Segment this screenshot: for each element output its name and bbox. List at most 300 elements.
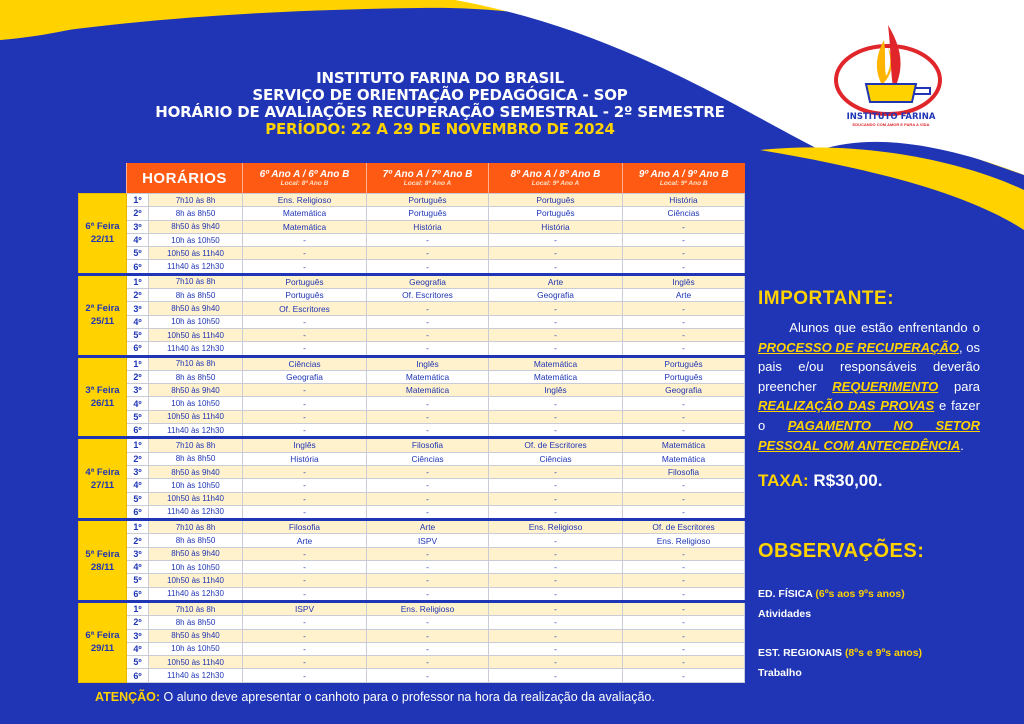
table-row — [79, 642, 745, 655]
period-number: 2º — [127, 207, 149, 220]
subject-cell: Português — [243, 274, 367, 288]
header-grade-6 — [243, 163, 367, 194]
period-number: 5º — [127, 328, 149, 341]
highlight-recuperacao: PROCESSO DE RECUPERAÇÃO — [758, 339, 959, 355]
day-date: 26/11 — [90, 397, 115, 409]
table-row — [79, 207, 745, 220]
header-blank — [79, 163, 127, 194]
table-row — [79, 424, 745, 438]
period-time: 8h50 às 9h40 — [149, 302, 243, 315]
subject-cell: - — [623, 492, 745, 505]
subject-cell: - — [367, 247, 489, 260]
important-text — [758, 318, 980, 455]
table-row — [79, 220, 745, 233]
period-time: 10h às 10h50 — [149, 561, 243, 574]
subject-cell: Matemática — [489, 370, 623, 383]
subject-cell: História — [489, 220, 623, 233]
subject-cell: - — [623, 233, 745, 246]
table-row — [79, 370, 745, 383]
subject-cell: Inglês — [243, 438, 367, 452]
subject-cell: Ciências — [489, 452, 623, 465]
subject-cell: - — [623, 669, 745, 682]
subject-cell: - — [623, 642, 745, 655]
subject-cell: - — [489, 616, 623, 629]
subject-cell: - — [489, 669, 623, 682]
table-row — [79, 328, 745, 341]
period-number: 4º — [127, 397, 149, 410]
subject-cell: - — [367, 616, 489, 629]
subject-cell: - — [623, 616, 745, 629]
subject-cell: - — [623, 328, 745, 341]
subject-cell: - — [623, 410, 745, 423]
day-label — [79, 356, 127, 438]
subject-cell: - — [243, 328, 367, 341]
period-number: 5º — [127, 492, 149, 505]
subject-cell: - — [489, 601, 623, 615]
title-block — [110, 70, 770, 138]
subject-cell: - — [243, 397, 367, 410]
table-row — [79, 574, 745, 587]
subject-cell: ISPV — [367, 534, 489, 547]
period-number: 4º — [127, 479, 149, 492]
period-number: 1º — [127, 356, 149, 370]
logo-tagline: EDUCANDO COM AMOR E PARA A VIDA — [852, 122, 930, 127]
obs-est-value: Trabalho — [758, 667, 802, 679]
subject-cell: Geografia — [243, 370, 367, 383]
period-time: 11h40 às 12h30 — [149, 587, 243, 601]
subject-cell: - — [489, 424, 623, 438]
subject-cell: Geografia — [367, 274, 489, 288]
day-name: 3ª Feira — [85, 384, 120, 396]
subject-cell: - — [623, 260, 745, 274]
subject-cell: - — [623, 342, 745, 356]
subject-cell: Inglês — [489, 384, 623, 397]
period-number: 1º — [127, 274, 149, 288]
period-number: 2º — [127, 289, 149, 302]
period-number: 2º — [127, 534, 149, 547]
subject-cell: Matemática — [623, 438, 745, 452]
table-header-row — [79, 163, 745, 194]
grade-local: Local: 9º Ano A — [531, 179, 580, 187]
subject-cell: - — [367, 233, 489, 246]
period-number: 3º — [127, 547, 149, 560]
period-time: 10h50 às 11h40 — [149, 656, 243, 669]
fee-label: TAXA: — [758, 471, 809, 490]
subject-cell: História — [243, 452, 367, 465]
day-date: 27/11 — [90, 479, 115, 491]
period-time: 11h40 às 12h30 — [149, 669, 243, 682]
day-name: 2ª Feira — [85, 303, 120, 315]
period-number: 4º — [127, 233, 149, 246]
subject-cell: - — [243, 315, 367, 328]
important-text-1: Alunos que estão enfrentando o — [789, 320, 980, 335]
period-time: 10h50 às 11h40 — [149, 247, 243, 260]
subject-cell: Português — [489, 194, 623, 207]
day-label — [79, 274, 127, 356]
important-text-4: e fazer o — [758, 398, 980, 433]
table-row — [79, 520, 745, 534]
subject-cell: Ens. Religioso — [243, 194, 367, 207]
subject-cell: Filosofia — [367, 438, 489, 452]
subject-cell: Matemática — [243, 207, 367, 220]
table-row — [79, 274, 745, 288]
subject-cell: Ciências — [623, 207, 745, 220]
subject-cell: - — [367, 587, 489, 601]
day-name: 5ª Feira — [85, 548, 120, 560]
subject-cell: - — [623, 629, 745, 642]
period-number: 6º — [127, 505, 149, 519]
subject-cell: - — [243, 505, 367, 519]
fee-value: R$30,00. — [813, 471, 883, 490]
subject-cell: - — [623, 302, 745, 315]
table-row — [79, 289, 745, 302]
table-row — [79, 438, 745, 452]
subject-cell: - — [489, 328, 623, 341]
subject-cell: - — [243, 492, 367, 505]
subject-cell: - — [367, 479, 489, 492]
period-time: 10h às 10h50 — [149, 233, 243, 246]
subject-cell: - — [623, 561, 745, 574]
period-time: 7h10 às 8h — [149, 601, 243, 615]
subject-cell: - — [489, 587, 623, 601]
period-number: 3º — [127, 384, 149, 397]
subject-cell: Português — [623, 356, 745, 370]
grade-label: 6º Ano A / 6º Ano B — [259, 168, 350, 180]
subject-cell: - — [489, 561, 623, 574]
subject-cell: História — [623, 194, 745, 207]
obs-est-regionais — [758, 647, 922, 659]
table-row — [79, 452, 745, 465]
subject-cell: Arte — [243, 534, 367, 547]
subject-cell: - — [243, 561, 367, 574]
subject-cell: - — [367, 342, 489, 356]
subject-cell: - — [367, 465, 489, 478]
table-row — [79, 247, 745, 260]
logo-name: INSTITUTO FARINA — [846, 112, 936, 122]
subject-cell: - — [623, 587, 745, 601]
grade-local: Local: 8º Ano B — [280, 179, 329, 187]
period-number: 2º — [127, 370, 149, 383]
subject-cell: Filosofia — [623, 465, 745, 478]
subject-cell: Inglês — [623, 274, 745, 288]
subject-cell: - — [367, 424, 489, 438]
table-row — [79, 616, 745, 629]
subject-cell: - — [243, 587, 367, 601]
header-grade-7 — [367, 163, 489, 194]
period-number: 1º — [127, 438, 149, 452]
fee — [758, 471, 882, 491]
period-time: 10h às 10h50 — [149, 642, 243, 655]
table-row — [79, 397, 745, 410]
obs-ed-fisica — [758, 588, 905, 600]
day-name: 6ª Feira — [85, 630, 120, 642]
period-time: 10h50 às 11h40 — [149, 492, 243, 505]
period-number: 5º — [127, 410, 149, 423]
table-row — [79, 465, 745, 478]
subject-cell: Matemática — [623, 452, 745, 465]
table-row — [79, 410, 745, 423]
subject-cell: Matemática — [489, 356, 623, 370]
schedule-body — [79, 194, 745, 683]
subject-cell: - — [367, 561, 489, 574]
obs-ed-detail: (6ºs aos 9ºs anos) — [815, 588, 905, 600]
subject-cell: - — [367, 669, 489, 682]
subject-cell: Matemática — [367, 370, 489, 383]
important-text-2: , os pais e/ou responsáveis deverão preencher — [758, 339, 980, 394]
subject-cell: - — [489, 302, 623, 315]
period-time: 11h40 às 12h30 — [149, 505, 243, 519]
subject-cell: - — [367, 656, 489, 669]
period-time: 7h10 às 8h — [149, 194, 243, 207]
header-grade-8 — [489, 163, 623, 194]
period-number: 4º — [127, 642, 149, 655]
subject-cell: Inglês — [367, 356, 489, 370]
subject-cell: - — [243, 616, 367, 629]
period-number: 4º — [127, 315, 149, 328]
obs-ed-value: Atividades — [758, 608, 812, 620]
subject-cell: Filosofia — [243, 520, 367, 534]
table-row — [79, 547, 745, 560]
table-row — [79, 356, 745, 370]
subject-cell: Português — [489, 207, 623, 220]
subject-cell: Of. de Escritores — [623, 520, 745, 534]
period-time: 8h50 às 9h40 — [149, 384, 243, 397]
subject-cell: - — [623, 220, 745, 233]
subject-cell: - — [243, 233, 367, 246]
grade-local: Local: 8º Ano A — [403, 179, 452, 187]
period-time: 10h às 10h50 — [149, 315, 243, 328]
subject-cell: - — [489, 656, 623, 669]
period-time: 10h às 10h50 — [149, 479, 243, 492]
period-time: 10h50 às 11h40 — [149, 574, 243, 587]
period-number: 5º — [127, 247, 149, 260]
subject-cell: - — [489, 492, 623, 505]
observations-title: OBSERVAÇÕES: — [758, 540, 925, 562]
header-grade-9 — [623, 163, 745, 194]
table-row — [79, 233, 745, 246]
day-name: 6ª Feira — [85, 221, 120, 233]
table-row — [79, 302, 745, 315]
important-text-3: para — [938, 378, 980, 394]
subject-cell: Ens. Religioso — [489, 520, 623, 534]
subject-cell: - — [489, 342, 623, 356]
highlight-provas: REALIZAÇÃO DAS PROVAS — [758, 398, 935, 414]
subject-cell: - — [243, 642, 367, 655]
title-service: SERVIÇO DE ORIENTAÇÃO PEDAGÓGICA - SOP — [252, 86, 628, 104]
subject-cell: Ciências — [367, 452, 489, 465]
table-row — [79, 342, 745, 356]
grade-label: 9º Ano A / 9º Ano B — [638, 168, 729, 180]
day-label — [79, 520, 127, 602]
subject-cell: - — [623, 479, 745, 492]
period-time: 11h40 às 12h30 — [149, 260, 243, 274]
period-number: 3º — [127, 629, 149, 642]
table-row — [79, 629, 745, 642]
period-time: 7h10 às 8h — [149, 438, 243, 452]
subject-cell: - — [489, 397, 623, 410]
subject-cell: - — [489, 574, 623, 587]
subject-cell: - — [623, 424, 745, 438]
subject-cell: Ens. Religioso — [367, 601, 489, 615]
subject-cell: - — [243, 410, 367, 423]
subject-cell: - — [623, 397, 745, 410]
subject-cell: - — [243, 465, 367, 478]
subject-cell: - — [243, 247, 367, 260]
period-time: 8h50 às 9h40 — [149, 629, 243, 642]
subject-cell: Português — [623, 370, 745, 383]
subject-cell: - — [243, 479, 367, 492]
subject-cell: - — [367, 260, 489, 274]
subject-cell: - — [243, 656, 367, 669]
attention-note — [95, 690, 655, 704]
table-row — [79, 601, 745, 615]
day-date: 29/11 — [90, 643, 115, 655]
period-number: 5º — [127, 656, 149, 669]
subject-cell: - — [367, 397, 489, 410]
subject-cell: - — [623, 547, 745, 560]
subject-cell: Geografia — [489, 289, 623, 302]
highlight-requerimento: REQUERIMENTO — [832, 378, 939, 394]
day-date: 25/11 — [90, 316, 115, 328]
important-text-5: . — [960, 437, 964, 453]
period-time: 10h às 10h50 — [149, 397, 243, 410]
subject-cell: - — [367, 642, 489, 655]
subject-cell: - — [623, 315, 745, 328]
subject-cell: - — [489, 547, 623, 560]
subject-cell: Matemática — [243, 220, 367, 233]
grade-label: 7º Ano A / 7º Ano B — [382, 168, 473, 180]
period-time: 8h às 8h50 — [149, 534, 243, 547]
period-time: 8h50 às 9h40 — [149, 465, 243, 478]
subject-cell: - — [367, 410, 489, 423]
period-time: 11h40 às 12h30 — [149, 424, 243, 438]
subject-cell: - — [367, 505, 489, 519]
day-date: 22/11 — [90, 234, 115, 246]
subject-cell: - — [243, 629, 367, 642]
subject-cell: Arte — [489, 274, 623, 288]
period-time: 8h às 8h50 — [149, 370, 243, 383]
subject-cell: - — [489, 642, 623, 655]
title-institution: INSTITUTO FARINA DO BRASIL — [316, 69, 564, 87]
subject-cell: - — [489, 479, 623, 492]
subject-cell: - — [489, 315, 623, 328]
title-period: PERÍODO: 22 A 29 DE NOVEMBRO DE 2024 — [265, 120, 615, 138]
table-row — [79, 561, 745, 574]
attention-label: ATENÇÃO: — [95, 690, 161, 704]
subject-cell: Geografia — [623, 384, 745, 397]
subject-cell: - — [243, 574, 367, 587]
subject-cell: Of. de Escritores — [489, 438, 623, 452]
subject-cell: - — [367, 302, 489, 315]
obs-ed-label: ED. FÍSICA — [758, 588, 813, 600]
day-label — [79, 194, 127, 275]
period-number: 2º — [127, 452, 149, 465]
period-number: 2º — [127, 616, 149, 629]
subject-cell: - — [489, 410, 623, 423]
subject-cell: Português — [367, 207, 489, 220]
period-time: 11h40 às 12h30 — [149, 342, 243, 356]
period-time: 7h10 às 8h — [149, 520, 243, 534]
table-row — [79, 384, 745, 397]
subject-cell: - — [243, 384, 367, 397]
period-number: 1º — [127, 601, 149, 615]
subject-cell: Ciências — [243, 356, 367, 370]
subject-cell: - — [489, 233, 623, 246]
subject-cell: - — [367, 547, 489, 560]
table-row — [79, 479, 745, 492]
subject-cell: - — [623, 656, 745, 669]
subject-cell: Arte — [367, 520, 489, 534]
table-row — [79, 315, 745, 328]
period-number: 1º — [127, 194, 149, 207]
period-number: 6º — [127, 260, 149, 274]
period-time: 10h50 às 11h40 — [149, 328, 243, 341]
period-time: 10h50 às 11h40 — [149, 410, 243, 423]
period-time: 8h50 às 9h40 — [149, 220, 243, 233]
day-date: 28/11 — [90, 561, 115, 573]
table-row — [79, 194, 745, 207]
subject-cell: - — [489, 260, 623, 274]
subject-cell: Ens. Religioso — [623, 534, 745, 547]
subject-cell: ISPV — [243, 601, 367, 615]
subject-cell: - — [243, 260, 367, 274]
subject-cell: - — [243, 424, 367, 438]
period-time: 8h às 8h50 — [149, 616, 243, 629]
subject-cell: - — [489, 505, 623, 519]
period-number: 5º — [127, 574, 149, 587]
period-number: 6º — [127, 587, 149, 601]
subject-cell: - — [623, 601, 745, 615]
attention-text: O aluno deve apresentar o canhoto para o professor na hora da realização da avaliação. — [160, 690, 655, 704]
subject-cell: Of. Escritores — [367, 289, 489, 302]
table-row — [79, 656, 745, 669]
period-time: 8h às 8h50 — [149, 207, 243, 220]
grade-local: Local: 9º Ano B — [659, 179, 708, 187]
grade-label: 8º Ano A / 8º Ano B — [510, 168, 601, 180]
day-name: 4ª Feira — [85, 466, 120, 478]
table-row — [79, 534, 745, 547]
subject-cell: - — [489, 247, 623, 260]
table-row — [79, 587, 745, 601]
subject-cell: - — [489, 629, 623, 642]
period-number: 3º — [127, 220, 149, 233]
period-time: 8h às 8h50 — [149, 289, 243, 302]
period-number: 3º — [127, 302, 149, 315]
highlight-pagamento: PAGAMENTO NO SETOR PESSOAL COM ANTECEDÊNCIA — [758, 417, 980, 453]
table-row — [79, 492, 745, 505]
subject-cell: Matemática — [367, 384, 489, 397]
subject-cell: História — [367, 220, 489, 233]
period-time: 7h10 às 8h — [149, 274, 243, 288]
period-time: 8h às 8h50 — [149, 452, 243, 465]
subject-cell: - — [367, 492, 489, 505]
subject-cell: Português — [243, 289, 367, 302]
subject-cell: - — [243, 547, 367, 560]
period-number: 6º — [127, 342, 149, 356]
period-number: 6º — [127, 424, 149, 438]
day-label — [79, 438, 127, 520]
title-schedule: HORÁRIO DE AVALIAÇÕES RECUPERAÇÃO SEMESTRAL - 2º SEMESTRE — [155, 103, 725, 121]
table-row — [79, 669, 745, 682]
subject-cell: Of. Escritores — [243, 302, 367, 315]
subject-cell: - — [623, 247, 745, 260]
subject-cell: - — [489, 465, 623, 478]
subject-cell: - — [489, 534, 623, 547]
period-number: 4º — [127, 561, 149, 574]
obs-est-detail: (8ºs e 9ºs anos) — [844, 647, 923, 659]
subject-cell: - — [623, 574, 745, 587]
period-number: 3º — [127, 465, 149, 478]
